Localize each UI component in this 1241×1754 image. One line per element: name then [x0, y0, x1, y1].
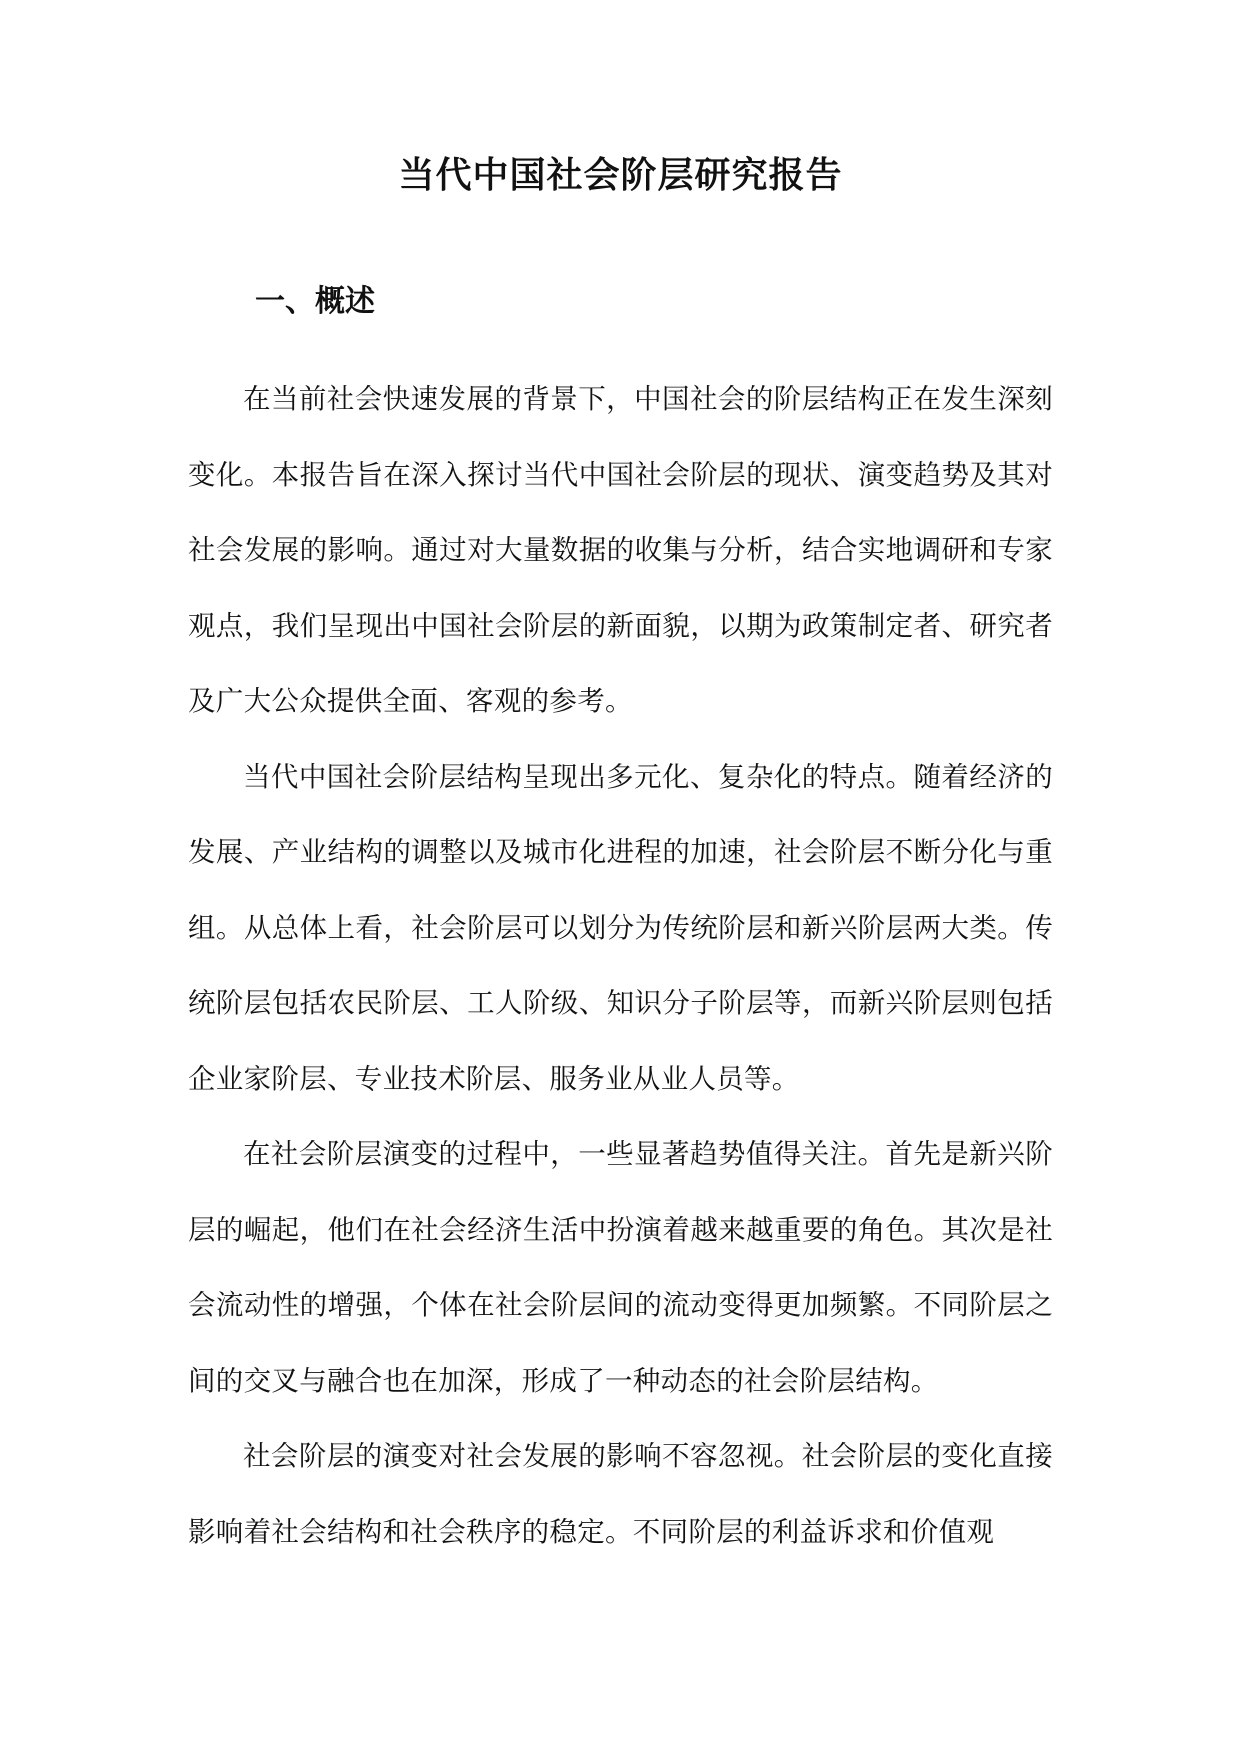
section-heading: 一、概述 — [255, 284, 375, 319]
paragraph-4: 社会阶层的演变对社会发展的影响不容忽视。社会阶层的变化直接影响着社会结构和社会秩序的稳定。不同阶层的利益诉求和价值观 — [188, 1440, 1053, 1548]
paragraph-1: 在当前社会快速发展的背景下，中国社会的阶层结构正在发生深刻变化。本报告旨在深入探讨当代中国社会阶层的现状、演变趋势及其对社会发展的影响。通过对大量数据的收集与分析，结合实地调研和专家观点，我们呈现出中国社会阶层的新面貌，以期为政策制定者、研究者及广大公众提供全面、客观的参考。 — [188, 383, 1053, 717]
paragraph-2: 当代中国社会阶层结构呈现出多元化、复杂化的特点。随着经济的发展、产业结构的调整以及城市化进程的加速，社会阶层不断分化与重组。从总体上看，社会阶层可以划分为传统阶层和新兴阶层两大类。传统阶层包括农民阶层、工人阶级、知识分子阶层等，而新兴阶层则包括企业家阶层、专业技术阶层、服务业从业人员等。 — [188, 760, 1053, 1095]
document-title: 当代中国社会阶层研究报告 — [398, 155, 843, 196]
paragraph-3: 在社会阶层演变的过程中，一些显著趋势值得关注。首先是新兴阶层的崛起，他们在社会经济生活中扮演着越来越重要的角色。其次是社会流动性的增强，个体在社会阶层间的流动变得更加频繁。不同阶层之间的交叉与融合也在加深，形成了一种动态的社会阶层结构。 — [188, 1138, 1053, 1397]
body-text — [188, 362, 1053, 1570]
